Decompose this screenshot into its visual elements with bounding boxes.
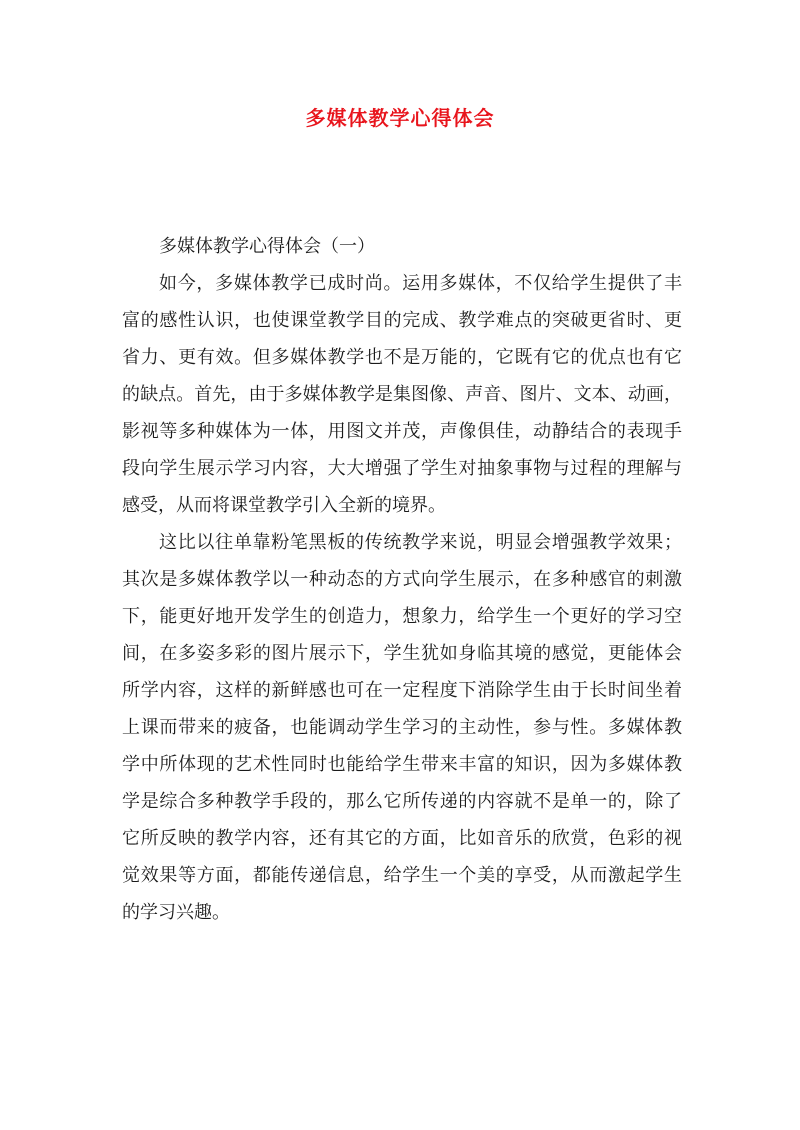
paragraph-line: 影视等多种媒体为一体，用图文并茂，声像俱佳，动静结合的表现手	[122, 421, 682, 442]
paragraph-line: 觉效果等方面，都能传递信息，给学生一个美的享受，从而激起学生	[122, 865, 682, 886]
paragraph-line: 段向学生展示学习内容，大大增强了学生对抽象事物与过程的理解与	[122, 458, 682, 479]
paragraph-line: 这比以往单靠粉笔黑板的传统教学来说，明显会增强教学效果；	[159, 532, 682, 553]
paragraph-line: 上课而带来的疲备，也能调动学生学习的主动性，参与性。多媒体教	[122, 717, 682, 738]
paragraph-line: 间，在多姿多彩的图片展示下，学生犹如身临其境的感觉，更能体会	[122, 643, 682, 664]
paragraph-line: 感受，从而将课堂教学引入全新的境界。	[122, 495, 446, 516]
section-subheading: 多媒体教学心得体会（一）	[159, 236, 375, 257]
paragraph-line: 学是综合多种教学手段的，那么它所传递的内容就不是单一的，除了	[122, 791, 682, 812]
paragraph-line: 所学内容，这样的新鲜感也可在一定程度下消除学生由于长时间坐着	[122, 680, 682, 701]
paragraph-line: 学中所体现的艺术性同时也能给学生带来丰富的知识，因为多媒体教	[122, 754, 682, 775]
paragraph-1	[122, 265, 682, 524]
paragraph-line: 的学习兴趣。	[122, 902, 230, 923]
paragraph-line: 的缺点。首先，由于多媒体教学是集图像、声音、图片、文本、动画，	[122, 384, 682, 405]
document-title: 多媒体教学心得体会	[305, 106, 495, 130]
paragraph-line: 如今，多媒体教学已成时尚。运用多媒体，不仅给学生提供了丰	[159, 273, 682, 294]
paragraph-line: 省力、更有效。但多媒体教学也不是万能的，它既有它的优点也有它	[122, 347, 682, 368]
paragraph-line: 富的感性认识，也使课堂教学目的完成、教学难点的突破更省时、更	[122, 310, 682, 331]
paragraph-line: 它所反映的教学内容，还有其它的方面，比如音乐的欣赏，色彩的视	[122, 828, 682, 849]
paragraph-2	[122, 524, 682, 931]
paragraph-line: 下，能更好地开发学生的创造力，想象力，给学生一个更好的学习空	[122, 606, 682, 627]
document-body	[122, 228, 682, 931]
paragraph-line: 其次是多媒体教学以一种动态的方式向学生展示，在多种感官的刺激	[122, 569, 682, 590]
